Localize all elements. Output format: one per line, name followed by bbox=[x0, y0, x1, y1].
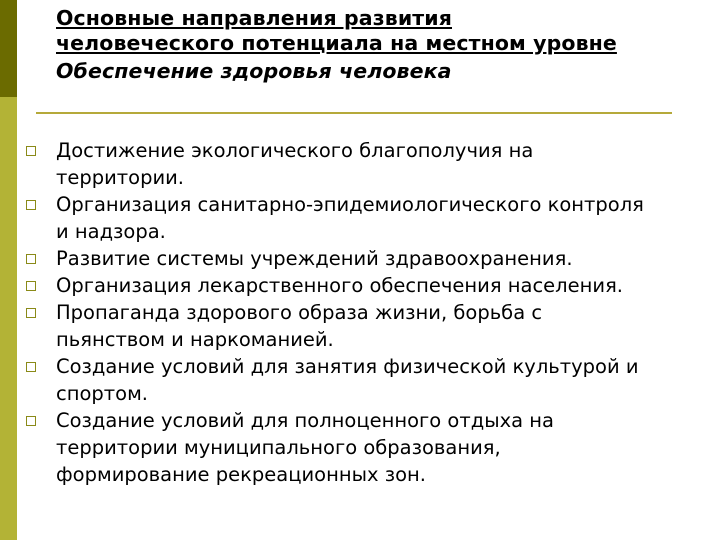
bullet-item bbox=[26, 353, 706, 407]
bullet-item bbox=[26, 272, 706, 299]
bullet-text-line: Развитие системы учреждений здравоохранения. bbox=[56, 247, 573, 270]
left-accent-band-light bbox=[0, 97, 17, 540]
left-accent-band-dark bbox=[0, 0, 17, 97]
bullet-item bbox=[26, 407, 706, 488]
square-bullet-icon bbox=[26, 200, 36, 210]
title-line-2: человеческого потенциала на местном уровне bbox=[56, 31, 617, 55]
bullet-text-line: Пропаганда здорового образа жизни, борьба с bbox=[56, 301, 543, 324]
square-bullet-icon bbox=[26, 308, 36, 318]
square-bullet-icon bbox=[26, 281, 36, 291]
bullet-item bbox=[26, 191, 706, 245]
bullet-text-line: Создание условий для занятия физической культурой и bbox=[56, 355, 639, 378]
bullet-text-line: территории. bbox=[56, 166, 184, 189]
bullet-text-line: территории муниципального образования, bbox=[56, 436, 501, 459]
bullet-text-line: Организация лекарственного обеспечения населения. bbox=[56, 274, 623, 297]
square-bullet-icon bbox=[26, 362, 36, 372]
bullet-text-line: Создание условий для полноценного отдыха на bbox=[56, 409, 554, 432]
square-bullet-icon bbox=[26, 416, 36, 426]
square-bullet-icon bbox=[26, 254, 36, 264]
bullet-text-line: и надзора. bbox=[56, 220, 166, 243]
bullet-text-line: Организация санитарно-эпидемиологического контроля bbox=[56, 193, 644, 216]
slide-title bbox=[56, 6, 706, 84]
bullet-item bbox=[26, 245, 706, 272]
title-line-1: Основные направления развития bbox=[56, 6, 452, 30]
slide-subtitle: Обеспечение здоровья человека bbox=[56, 59, 452, 83]
bullet-text-line: пьянством и наркоманией. bbox=[56, 328, 334, 351]
title-divider bbox=[36, 112, 672, 114]
bullet-item bbox=[26, 137, 706, 191]
bullet-text-line: спортом. bbox=[56, 382, 148, 405]
bullet-text-line: формирование рекреационных зон. bbox=[56, 463, 426, 486]
bullet-list bbox=[26, 137, 706, 488]
bullet-item bbox=[26, 299, 706, 353]
square-bullet-icon bbox=[26, 146, 36, 156]
bullet-text-line: Достижение экологического благополучия на bbox=[56, 139, 534, 162]
